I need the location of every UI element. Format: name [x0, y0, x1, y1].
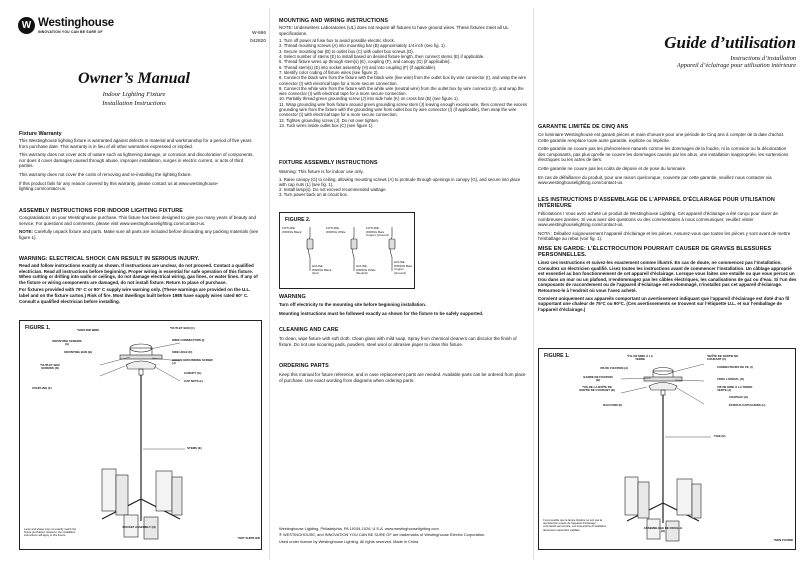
section-heading: WARNING [279, 294, 306, 300]
part-label: SOCKET ASSEMBLY (H) [122, 525, 156, 529]
canopy-shape [649, 383, 677, 391]
mounting-steps-list [279, 38, 529, 128]
part-label: COUPLING (F) [32, 386, 52, 390]
wiring-label: FIXTURE WIRING White [326, 226, 346, 234]
french-warning-section [538, 246, 798, 312]
guide-title: Guide d’utilisation [664, 33, 796, 52]
paragraph: This warranty does not cover acts of nature such as lightening damage, or corrosion and discoloration of components, nor does it cover damages caused through abuse, improper installation, surges in electric current, or acts of third parties. [19, 152, 254, 169]
figure-2-wiring-diagram [279, 212, 415, 289]
document-code: 042820 [249, 38, 266, 44]
column-divider [533, 8, 534, 559]
fixture-illustration [20, 321, 263, 551]
glass-shade-shape [692, 484, 701, 518]
glass-shade-shape [116, 475, 128, 515]
section-heading: Fixture Warranty [19, 131, 62, 137]
model-number: W-666 [251, 31, 266, 36]
paragraph: This warranty does not cover the costs of removing and re-installing the lighting fixture. [19, 171, 192, 177]
glass-shade-shape [172, 477, 182, 515]
paragraph: Mounting instructions must be followed exactly as shown for the fixture to be safely supported. [279, 310, 484, 316]
canopy-shape [126, 361, 156, 369]
paragraph: NOTE: Carefully unpack fixture and parts. Make sure all parts are included before discarding any packing materials (see figure 1). [19, 229, 259, 240]
instruction-step: 12. Tighten grounding screw (J). Do not over tighten. [279, 117, 380, 123]
manual-title: Owner’s Manual [78, 70, 190, 87]
paragraph: Convient uniquement aux appareils comportant un avertissement indiquant que l’appareil d’éclairage est doté d’un fil supportant une chaleur de 75°C ou 90°C. (Ces avertissements se trouvent sur l’étiquette U.L. et sur l’emballage de l’appareil d’éclairage.) [538, 295, 790, 312]
warning-2-section [279, 294, 529, 316]
part-label: ÉCROUS CAPUCHONS (L) [729, 403, 766, 407]
column-divider [269, 8, 270, 559]
fixture-assembly-section [279, 160, 529, 198]
part-label: WIRE CONNECTORS (I) [172, 338, 205, 342]
part-label: *GROUND WIRE [76, 328, 100, 332]
not-supplied-note: *NON FOURNI [773, 538, 793, 542]
part-label: CONNECTEURS DE FIL (I) [717, 365, 753, 369]
figure-1-diagram [19, 320, 262, 550]
instruction-step: 1. Turn off power at fuse box to avoid possible electric shock. [279, 38, 395, 44]
instruction-step: 2. Thread mounting screws (A) into mounting bar (B) approximately 1/4 inch (see fig. 1). [279, 43, 446, 49]
fixture-steps-list [279, 177, 529, 198]
paragraph: Warning: This fixture is for indoor use only. [279, 169, 364, 174]
paragraph: Keep this manual for future reference, and in case replacement parts are needed. Available parts can be ordered from place of purchase. Use exact wording from diagrams when ordering parts. [279, 372, 526, 383]
part-label: TIGE (E) [714, 434, 726, 438]
not-supplied-note: *NOT SUPPLIED [237, 536, 260, 540]
part-label: CHAPEAU (G) [729, 395, 749, 399]
figure-1-diagram-french [538, 348, 796, 550]
glass-shade-shape [156, 471, 172, 511]
paragraph: This Westinghouse lighting fixture is warranted against defects in material and workmanship for a period of five years from purchase date. This warranty is in lieu of all other warranties expressed or implied. [19, 138, 252, 149]
instruction-step: 7. Identify color coding of fixture wires (see figure 2). [279, 69, 379, 75]
part-label: *BOÎTE DE SORTIE DE COURANT (C) [707, 354, 739, 362]
paragraph: Lisez ces instructions et suivez-les exactement comme illustré. En cas de doute, ne commencez pas l’installation. Consultez un électricien qualifié. Lisez toutes les instructions avant de commencer l’installation. Un câblage approprié est essentiel au bon fonctionnement de cet appareil d’éclairage. Lorsque vous faites une entaille ou que vous percez un trou dans un mur ou un plafond, n’endommagez pas les câbles électriques, les canalisations de gaz ou d’eau. Si l’un des composants de raccordement ou de l’appareil d’éclairage est endommagé, n’installez pas cet appareil d’éclairage. Retournez-le à l’endroit où vous l’avez acheté. [538, 260, 797, 293]
section-heading: MISE EN GARDE: L’ÉLECTROCUTION POURRAIT CAUSER DE GRAVES BLESSURES PERSONNELLES. [538, 246, 772, 258]
instruction-step: 8. Connect the black wire from the fixture with the black wire (live wire) from the outlet box by wire connector (I), and wrap the wire connector (I) with electrical tape for a more secure connection. [279, 75, 527, 86]
figure-label: FIGURE 1. [544, 353, 570, 359]
part-label: CANOPY (G) [184, 371, 202, 375]
coupling-shape [661, 390, 665, 395]
part-label: MOUNTING BAR (B) [64, 350, 92, 354]
french-assembly-section [538, 197, 795, 242]
section-heading: FIXTURE ASSEMBLY INSTRUCTIONS [279, 160, 378, 166]
ordering-section [279, 363, 529, 383]
paragraph: En cas de défaillance du produit, pour une raison quelconque, couverte par cette garantie, veuillez nous contacter via www.westinghouselighting.com/contact-us. [538, 174, 772, 186]
glass-shade-shape [102, 469, 116, 511]
part-label: GREEN GROUNDING SCREW (J) [172, 358, 213, 366]
guide-subtitle: Instructions d’installation [730, 55, 796, 62]
part-label: VIS DE MISE À LA TERRE VERTE (J) [717, 385, 753, 393]
section-heading: ORDERING PARTS [279, 363, 329, 369]
paragraph: Félicitations ! Vous avez acheté un produit de Westinghouse Lighting. Cet appareil d’éclairage a été conçu pour durer de nombreuses années. Si vous avez des questions ou des commentaires à nous communiquer, veuillez visiter www.westinghouselighting.com/contact-us. [538, 211, 778, 228]
manual-subtitle: Installation Instructions [102, 100, 166, 107]
paragraph: Turn off electricity to the mounting site before beginning installation. [279, 302, 427, 307]
instruction-step: 11. Wrap grounding wire from fixture around green grounding screw stem (J) leaving enough excess wire, then connect the excess grounding wire from the fixture with the grounding wire from outlet box by wire connector (I) (if applicable), then wrap the wire connector (I) with electrical tape for a more secure connection. [279, 101, 527, 118]
instruction-step: 1. Raise canopy (G) to ceiling, allowing mounting screws (A) to protrude through openings in canopy (G), and secure into place with cap nuts (L) (see fig. 1). [279, 176, 521, 187]
part-label: *OUTLET BOX (C) [170, 326, 195, 330]
westinghouse-logo-icon: W [18, 17, 35, 34]
brand-tagline: INNOVATION YOU CAN BE SURE OF [38, 29, 103, 34]
wiring-label: HOUSE WIRING Bare Copper (Ground) [394, 260, 413, 275]
part-label: BARRE DE FIXATION (B) [583, 375, 613, 383]
glass-shade-shape [677, 479, 692, 515]
glass-shade-shape [638, 482, 649, 518]
part-label: *VIS DE LA BOÎTE DE SORTIE DE COURANT (D) [579, 385, 615, 393]
brand-logo [18, 17, 114, 34]
footer-line: Westinghouse Lighting, Philadelphia, PA 19154-1026, U.S.A. www.westinghouselighting.com [279, 526, 439, 531]
manual-subtitle: Indoor Lighting Fixture [102, 91, 166, 98]
paragraph: Cette garantie ne couvre pas les phénomènes naturels comme les dommages de la foudre, ni la corrosion ou la décoloration des composants, pas plus qu’elle ne couvre les dommages causés par les abus, une installation inappropriée, les surtensions électriques ou les actes de tiers. [538, 146, 789, 163]
instruction-step: 2. Install lamp(s). Do not exceed recommended wattage. [279, 187, 387, 193]
wiring-label: FIXTURE WIRING Black [282, 226, 302, 234]
mounting-bar-shape [644, 377, 682, 381]
part-label: STEMS (E) [187, 446, 202, 450]
footer-line: Used under license by Westinghouse Lighting. All rights reserved. Made in China [279, 538, 419, 544]
paragraph: For fixtures provided with 75° C or 90° C supply wire warning only. (These warnings are provided on the U.L. label and on the fixture carton.) Risk of fire. Most dwellings built before 1985 have supply wires rated 60° C. Consult a qualified electrician before installing. [19, 287, 251, 304]
warranty-section [19, 131, 259, 192]
english-column-left [0, 0, 268, 567]
part-label: MOUNTING SCREWS (A) [52, 339, 82, 347]
instruction-step: 10. Partially thread green grounding screw (J) into side hole (K) on cross bar (B) (see figure 1). [279, 96, 459, 102]
wiring-illustration [280, 213, 416, 290]
part-label: CAP NUTS (L) [184, 379, 204, 383]
assembly-section [19, 208, 259, 240]
paragraph: If this product fails for any reason covered by this warranty, please contact us at www.westinghouse-lighting.com/contact-us. [19, 180, 219, 192]
coupling-shape [139, 369, 143, 375]
part-label: *FIL DE MISE À LA TERRE [627, 354, 653, 362]
paragraph: NOTE: Underwriters Laboratories (UL) does not require all fixtures to have ground wires. These fixtures meet all UL specifications. [279, 25, 509, 36]
part-label: SIDE HOLE (K) [172, 350, 193, 354]
wire-connector-shape [389, 239, 395, 249]
instruction-step: 3. Turn power back on at circuit box. [279, 192, 349, 198]
french-warranty-section [538, 124, 793, 186]
figure-disclaimer: Il est possible que la lampe illustrée ne soit pas la reproduction exacte de l’appareil d’éclairage commandé par la boîte. Les instructions d’installation demeurent cependant valables. [543, 519, 607, 532]
section-heading: LES INSTRUCTIONS D’ASSEMBLAGE DE L’APPAREIL D’ÉCLAIRAGE POUR UTILISATION INTÉRIEURE [538, 197, 775, 209]
paragraph: Ce luminaire Westinghouse est garanti pièces et main-d’oeuvre pour une période de Cinq ans à compter de la date d’achat. Cette garantie remplace toute autre garantie, explicite ou implicite. [538, 132, 785, 143]
figure-label: FIGURE 2. [285, 217, 311, 223]
french-column [536, 0, 802, 567]
paragraph: Cette garantie ne couvre pas les coûts de dépose et de pose du luminaire. [538, 165, 687, 171]
figure-disclaimer: Lamp and shape may not exactly match the fixture purchased. However, the installation instructions will apply to this fixture. [24, 528, 76, 538]
figure-label: FIGURE 1. [25, 325, 51, 331]
wire-connector-shape [351, 239, 357, 249]
registered-mark-icon: ® [279, 532, 282, 538]
section-heading: MOUNTING AND WIRING INSTRUCTIONS [279, 18, 389, 24]
document-codes [250, 30, 266, 45]
instruction-step: 3. Secure mounting bar (B) to outlet box (C) with outlet box screws (D). [279, 48, 414, 54]
wiring-label: HOUSE WIRING White (Neutral) [356, 264, 376, 276]
glass-shade-shape [625, 477, 638, 515]
section-heading: ASSEMBLY INSTRUCTIONS FOR INDOOR LIGHTING FIXTURE [19, 208, 183, 214]
part-label: *OUTLET BOX SCREWS (D) [40, 363, 60, 371]
warning-section [19, 256, 262, 304]
instruction-step: 13. Tuck wires inside outlet box (C) (see figure 1). [279, 122, 374, 128]
wire-connector-shape [307, 239, 313, 249]
footer [279, 526, 531, 545]
wiring-label: FIXTURE WIRING Bare Copper (Ground) [366, 226, 389, 238]
cleaning-section [279, 327, 529, 347]
section-heading: CLEANING AND CARE [279, 327, 339, 333]
section-heading: GARANTIE LIMITÉE DE CINQ ANS [538, 124, 629, 130]
section-heading: WARNING: ELECTRICAL SHOCK CAN RESULT IN SERIOUS INJURY. [19, 256, 200, 262]
instruction-step: 9. Connect the white wire from the fixture with the white wire (neutral wire) from the outlet box by wire connector (I), and wrap the wire connector (I) with electrical tape for a more secure connection. [279, 85, 524, 97]
part-label: RACCORD (F) [603, 403, 623, 407]
paragraph: Read and follow instructions exactly as shown. If instructions are unclear, do not proceed. Contact a qualified electrician. Read all instructions before beginning. Proper wiring is essential for safe operation of this fixture. When cutting or drilling into walls or ceilings, do not damage electrical wiring, gas lines, or water lines. If any of the fixture or wiring components are damaged, do not install fixture. Return to place of purchase. [19, 263, 258, 285]
instruction-step: 5. Thread fixture wires up through stem(s) (E), coupling (F), and canopy (G) (if applicable). [279, 59, 451, 65]
instruction-step: 6. Thread stem(s) (E) into socket assembly (H) and into coupling (F) (if applicable). [279, 64, 437, 70]
footer-line: ® WESTINGHOUSE, and INNOVATION YOU CAN BE SURE OF are trademarks of Westinghouse Electric Corporation. [279, 532, 486, 538]
mounting-section [279, 18, 529, 128]
part-label: ASSEMBLAGE DE DOUILLE (H) [643, 526, 683, 534]
part-label: TROU LATÉRAL (K) [717, 377, 745, 381]
wiring-label: HOUSE WIRING Black (Hot) [312, 264, 332, 276]
part-label: VIS DE FIXATION (A) [599, 366, 629, 370]
paragraph: To clean, wipe fixture with soft cloth. Clean glass with mild soap. Spray from chemical cleaners can discolor the finish of fixture. Do not use scouring pads, powders, steel wool or abrasive paper to clean this fixture. [279, 336, 517, 347]
paragraph: Congratulations on your Westinghouse purchase. This fixture has been designed to give you many years of beauty and service. For questions and comments, please visit www.westinghouselighting.com/contact-us. [19, 215, 256, 226]
guide-subtitle: Appareil d’éclairage pour utilisation intérieure [676, 62, 796, 69]
brand-name: Westinghouse [38, 16, 114, 29]
instruction-step: 4. Select number of stems (E) to install based on desired fixture length, then connect stems (E) if applicable. [279, 54, 485, 60]
paragraph: NOTA : Déballez soigneusement l’appareil d’éclairage et les pièces. Assurez-vous que toutes les pièces y sont avant de mettre l’emballage au rebut (voir fig. 1). [538, 230, 791, 242]
english-column-right [271, 0, 531, 567]
